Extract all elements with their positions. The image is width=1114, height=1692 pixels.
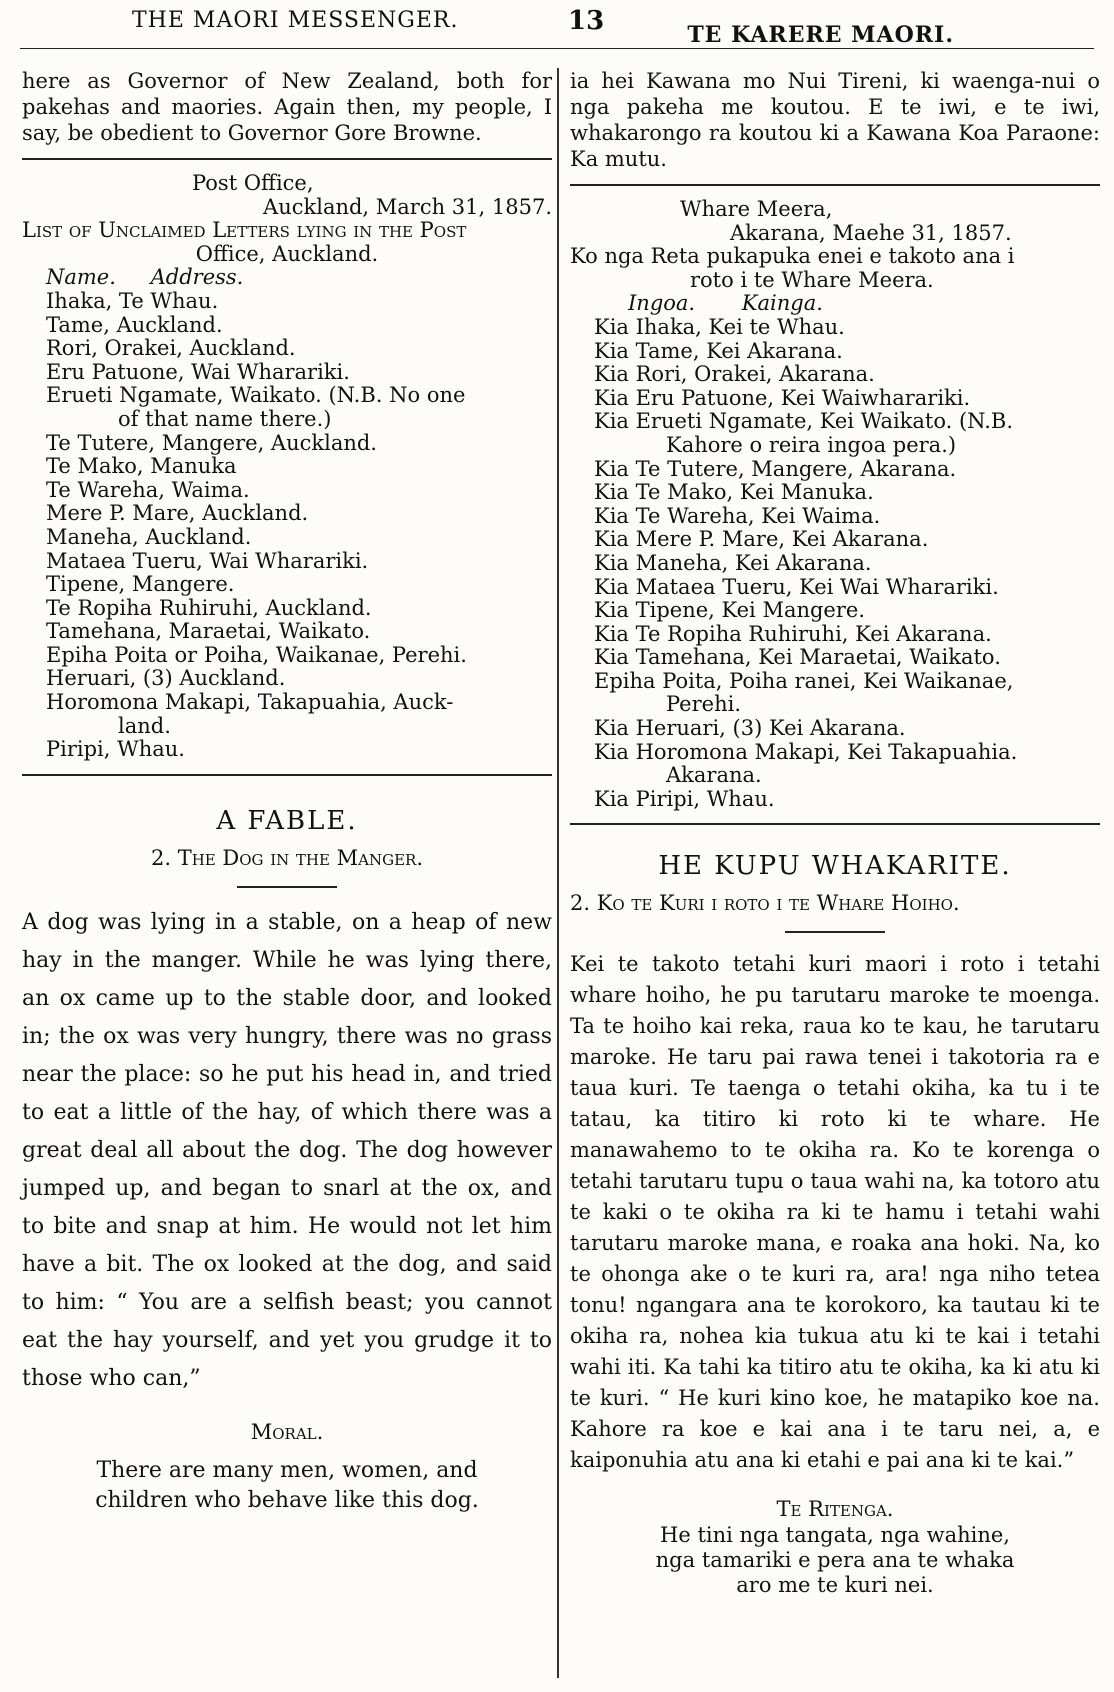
header-title-english: THE MAORI MESSENGER.: [132, 8, 459, 33]
post-office-date: Auckland, March 31, 1857.: [263, 194, 552, 219]
list-item: Kia Eru Patuone, Kei Waiwharariki.: [594, 385, 971, 410]
list-item: Te Ropiha Ruhiruhi, Auckland.: [46, 595, 372, 620]
letters-list-title-line2: Office, Auckland.: [195, 241, 379, 266]
header-rule: [20, 48, 1094, 49]
moral-text-maori-line1: He tini nga tangata, nga wahine,: [660, 1523, 1010, 1548]
fable-title-english: A FABLE.: [216, 805, 358, 836]
letters-list-title-line1: List of Unclaimed Letters lying in the Post: [22, 218, 467, 243]
letters-list-column-headers: [22, 266, 552, 290]
list-item: Piripi, Whau.: [46, 737, 185, 762]
list-item: Tame, Auckland.: [46, 312, 223, 337]
moral-text-maori-line3: aro me te kuri nei.: [736, 1573, 934, 1598]
column-header-name: Name.: [46, 265, 116, 290]
letters-list-english: [22, 290, 552, 762]
maori-column: [570, 68, 1100, 1598]
list-item: Rori, Orakei, Auckland.: [46, 336, 296, 361]
page-header: [20, 0, 1094, 46]
letters-list-maori: [570, 316, 1100, 811]
page-number: 13: [568, 6, 605, 36]
list-item: Te Mako, Manuka: [46, 454, 237, 479]
list-item: Kia Erueti Ngamate, Kei Waikato. (N.B.: [594, 409, 1013, 434]
list-item: Kia Maneha, Kei Akarana.: [594, 550, 872, 575]
fable-text-maori: Kei te takoto tetahi kuri maori i roto i tetahi whare hoiho, he pu tarutaru maroke te moenga. Ta te hoiho kai reka, raua ko te kau, he tarutaru maroke. He taru pai rawa tenei i takotoria ra e taua kuri. Te taenga o tetahi okiha, ka tu i te tatau, ka titiro ki roto ki te whare. He manawahemo to te okiha ra. Ko te korenga o tetahi tarutaru tupu o taua wahi na, ka totoro atu te kaki o te okiha ra ki te hamu i tetahi wahi tarutaru maroke mana, e roaka ana hoki. Na, ko te ohonga ake o te kuri ra, ara! nga niho tetea tonu! ngangara ana te korokoro, ka tautau ki te okiha ra, nohea kia tukua atu ki te kai i tetahi wahi iti. Ka tahi ka titiro atu te okiha, ka ki atu ki te kuri. “ He kuri kino koe, he matapiko koe na. Kahore ra koe e kai ana i te taru nei, a, e kaiponuhia atu ana ki etahi e pai ana ki te kai.”: [570, 952, 1100, 1473]
list-item: Kia Rori, Orakei, Akarana.: [594, 362, 875, 387]
list-item: of that name there.): [118, 406, 332, 431]
list-item: Tamehana, Maraetai, Waikato.: [46, 619, 371, 644]
list-item: Maneha, Auckland.: [46, 524, 252, 549]
moral-text-maori-line2: nga tamariki e pera ana te whaka: [655, 1548, 1015, 1573]
fable-rule: [785, 931, 885, 933]
moral-label-english: Moral.: [250, 1419, 324, 1444]
section-rule: [22, 158, 552, 160]
reta-list-column-headers: [570, 292, 1100, 316]
column-header-kainga: Kainga.: [741, 291, 823, 316]
letters-list-title: [22, 219, 552, 243]
list-item: Kia Te Ropiha Ruhiruhi, Kei Akarana.: [594, 621, 992, 646]
list-item: Kia Piripi, Whau.: [594, 786, 775, 811]
fable-rule: [237, 886, 337, 888]
fable-title-maori: HE KUPU WHAKARITE.: [658, 851, 1012, 882]
list-item: Mere P. Mare, Auckland.: [46, 501, 309, 526]
reta-list-title-line1: Ko nga Reta pukapuka enei e takoto ana i: [570, 244, 1015, 269]
whare-meera-heading: Whare Meera,: [680, 197, 833, 221]
list-item: Kia Tipene, Kei Mangere.: [594, 598, 866, 623]
list-item: Kia Ihaka, Kei te Whau.: [594, 314, 845, 339]
list-item: land.: [118, 713, 171, 738]
column-divider: [557, 68, 559, 1678]
list-item: Akarana.: [666, 763, 762, 788]
column-header-ingoa: Ingoa.: [628, 291, 696, 316]
english-intro: here as Governor of New Zealand, both for pakehas and maories. Again then, my people, I say, be obedient to Governor Gore Browne.: [22, 69, 552, 145]
moral-label-maori: Te Ritenga.: [776, 1497, 894, 1522]
fable-subtitle-maori: 2. Ko te Kuri i roto i te Whare Hoiho.: [570, 891, 960, 916]
list-item: Kia Heruari, (3) Kei Akarana.: [594, 716, 906, 741]
list-item: Epiha Poita, Poiha ranei, Kei Waikanae,: [594, 668, 1014, 693]
moral-text-english-line1: There are many men, women, and: [96, 1457, 478, 1483]
list-item: Eru Patuone, Wai Wharariki.: [46, 359, 350, 384]
section-rule: [570, 184, 1100, 186]
list-item: Kahore o reira ingoa pera.): [666, 432, 957, 457]
fable-text-english: A dog was lying in a stable, on a heap of new hay in the manger. While he was lying there, an ox came up to the stable door, and looked in; the ox was very hungry, there was no grass near the place: so he put his head in, and tried to eat a little of the hay, of which there was a great deal all about the dog. The dog however jumped up, and began to snarl at the ox, and to bite and snap at him. He would not let him have a bit. The ox looked at the dog, and said to him: “ You are a selfish beast; you cannot eat the hay yourself, and yet you grudge it to those who can,”: [22, 909, 552, 1391]
list-item: Mataea Tueru, Wai Wharariki.: [46, 548, 369, 573]
list-item: Te Wareha, Waima.: [46, 477, 250, 502]
list-item: Kia Tame, Kei Akarana.: [594, 338, 843, 363]
list-item: Kia Tamehana, Kei Maraetai, Waikato.: [594, 645, 1001, 670]
list-item: Horomona Makapi, Takapuahia, Auck-: [46, 690, 454, 715]
post-office-heading: Post Office,: [192, 171, 314, 195]
english-column: [22, 68, 552, 1516]
list-item: Te Tutere, Mangere, Auckland.: [46, 430, 377, 455]
header-title-maori: TE KARERE MAORI.: [687, 22, 954, 48]
list-item: Kia Te Mako, Kei Manuka.: [594, 480, 874, 505]
fable-subtitle-english: 2. The Dog in the Manger.: [150, 845, 423, 870]
list-item: Kia Mataea Tueru, Kei Wai Wharariki.: [594, 574, 999, 599]
list-item: Perehi.: [666, 692, 741, 717]
list-item: Kia Te Wareha, Kei Waima.: [594, 503, 881, 528]
list-item: Kia Mere P. Mare, Kei Akarana.: [594, 527, 929, 552]
whare-meera-date: Akarana, Maehe 31, 1857.: [730, 220, 1012, 245]
maori-intro: ia hei Kawana mo Nui Tireni, ki waenga-nui o nga pakeha me koutou. E te iwi, e te iwi, whakarongo ra koutou ki a Kawana Koa Paraone: Ka mutu.: [570, 69, 1100, 171]
list-item: Epiha Poita or Poiha, Waikanae, Perehi.: [46, 642, 467, 667]
reta-list-title-line2: roto i te Whare Meera.: [690, 267, 934, 292]
column-header-address: Address.: [150, 265, 244, 290]
moral-text-english-line2: children who behave like this dog.: [95, 1487, 479, 1513]
section-rule: [22, 774, 552, 776]
section-rule: [570, 823, 1100, 825]
list-item: Heruari, (3) Auckland.: [46, 666, 286, 691]
list-item: Tipene, Mangere.: [46, 572, 235, 597]
list-item: Erueti Ngamate, Waikato. (N.B. No one: [46, 383, 466, 408]
list-item: Kia Horomona Makapi, Kei Takapuahia.: [594, 739, 1018, 764]
list-item: Ihaka, Te Whau.: [46, 288, 219, 313]
list-item: Kia Te Tutere, Mangere, Akarana.: [594, 456, 957, 481]
